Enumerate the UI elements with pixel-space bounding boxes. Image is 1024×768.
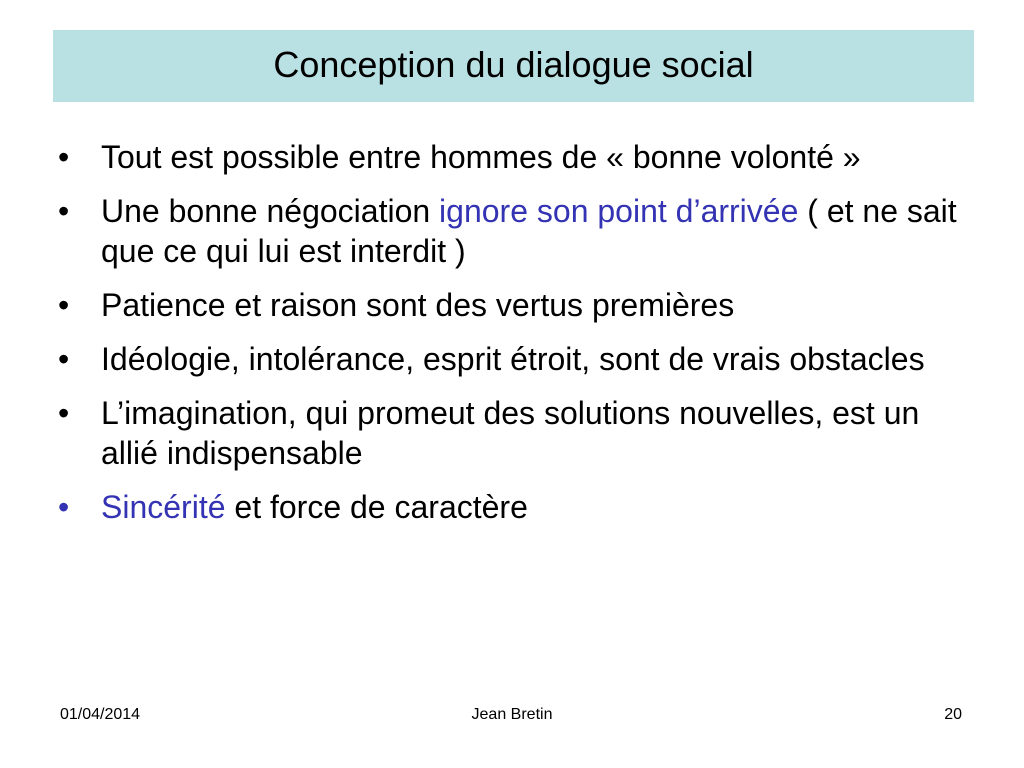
- bullet-text-highlight: Sincérité: [101, 489, 226, 525]
- bullet-text-start: Une bonne négociation: [101, 193, 440, 229]
- bullet-marker: •: [58, 287, 70, 323]
- bullet-text-highlight: ignore son point d’arrivée: [439, 193, 799, 229]
- bullet-text-end: et force de caractère: [225, 489, 528, 525]
- footer-page-number: 20: [944, 706, 962, 723]
- bullet-marker: •: [58, 193, 70, 229]
- slide-title-bar: [53, 30, 974, 102]
- bullet-item-4: [58, 339, 958, 379]
- bullet-item-6: [58, 487, 958, 527]
- bullet-text: Patience et raison sont des vertus premières: [101, 287, 735, 323]
- bullet-item-1: [58, 137, 958, 177]
- slide-title: Conception du dialogue social: [273, 44, 754, 85]
- bullet-text: Tout est possible entre hommes de « bonne volonté »: [101, 139, 861, 175]
- bullet-marker: •: [58, 489, 70, 525]
- bullet-item-2: [58, 191, 958, 271]
- footer-date: 01/04/2014: [60, 706, 141, 723]
- bullet-text: Idéologie, intolérance, esprit étroit, sont de vrais obstacles: [101, 341, 925, 377]
- bullet-marker: •: [58, 341, 70, 377]
- bullet-item-3: [58, 285, 958, 325]
- bullet-marker: •: [58, 395, 70, 431]
- footer-author: Jean Bretin: [471, 706, 553, 723]
- bullet-marker: •: [58, 139, 70, 175]
- bullet-text: L’imagination, qui promeut des solutions nouvelles, est un allié indispensable: [101, 395, 920, 471]
- bullet-text-end: ( et ne sait que ce qui lui est interdit ): [101, 193, 957, 269]
- bullet-list: [58, 137, 958, 541]
- bullet-item-5: [58, 393, 958, 473]
